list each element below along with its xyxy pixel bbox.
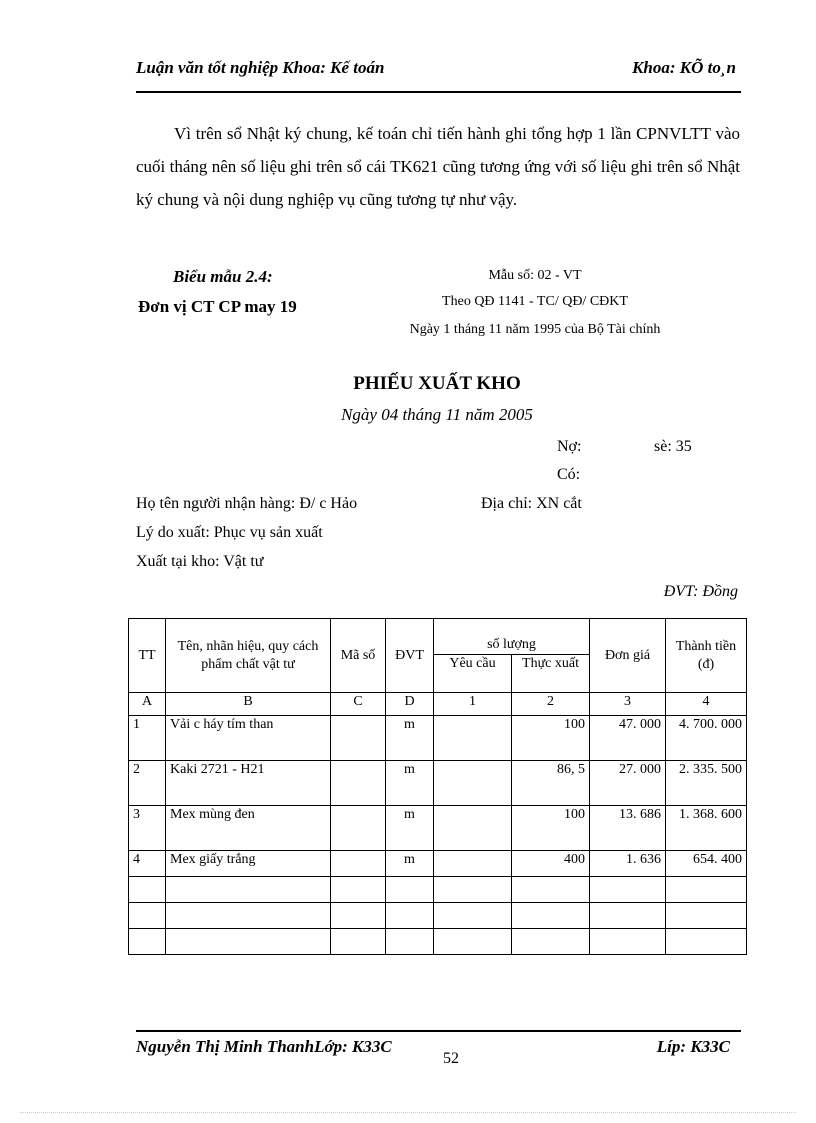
letter-cell: B (166, 693, 331, 716)
row-actual: 100 (512, 806, 590, 851)
row-requested (434, 716, 512, 761)
row-unit: m (386, 851, 434, 877)
row-amount: 4. 700. 000 (666, 716, 747, 761)
row-amount: 654. 400 (666, 851, 747, 877)
row-actual: 100 (512, 716, 590, 761)
issue-slip-table (128, 618, 747, 955)
row-code (331, 851, 386, 877)
form-decision-date: Ngày 1 tháng 11 năm 1995 của Bộ Tài chính (409, 322, 661, 337)
row-actual: 86, 5 (512, 761, 590, 806)
row-name: Kaki 2721 - H21 (166, 761, 331, 806)
table-row (129, 761, 747, 806)
receiver: Họ tên người nhận hàng: Đ/ c Hảo (136, 495, 358, 512)
letter-cell: 1 (434, 693, 512, 716)
row-tt: 3 (129, 806, 166, 851)
table-row (129, 851, 747, 877)
row-tt: 1 (129, 716, 166, 761)
row-price: 47. 000 (590, 716, 666, 761)
letter-cell: 3 (590, 693, 666, 716)
slip-number: sè: 35 (654, 438, 692, 455)
header-right: Khoa: KÕ to¸n (632, 58, 736, 77)
header-name: Tên, nhãn hiệu, quy cách phẩm chất vật tư (166, 619, 331, 693)
header-actual: Thực xuất (512, 655, 590, 693)
header-unit: ĐVT (386, 619, 434, 693)
row-unit: m (386, 761, 434, 806)
form-decision: Theo QĐ 1141 - TC/ QĐ/ CĐKT (442, 294, 628, 309)
debit-label: Nợ: (557, 438, 582, 455)
header-tt: TT (129, 619, 166, 693)
row-amount: 1. 368. 600 (666, 806, 747, 851)
form-unit: Đơn vị CT CP may 19 (138, 297, 297, 316)
table-row (129, 806, 747, 851)
form-number: Mẫu số: 02 - VT (488, 268, 582, 283)
row-code (331, 761, 386, 806)
row-actual: 400 (512, 851, 590, 877)
row-requested (434, 761, 512, 806)
row-price: 27. 000 (590, 761, 666, 806)
footer-right: Líp: K33C (656, 1037, 730, 1056)
header-price: Đơn giá (590, 619, 666, 693)
row-tt: 2 (129, 761, 166, 806)
row-price: 1. 636 (590, 851, 666, 877)
empty-row (129, 929, 747, 955)
warehouse: Xuất tại kho: Vật tư (136, 553, 264, 570)
row-unit: m (386, 716, 434, 761)
header-left: Luận văn tốt nghiệp Khoa: Kế toán (136, 58, 385, 77)
form-label: Biểu mẫu 2.4: (173, 267, 273, 286)
row-name: Vải c háy tím than (166, 716, 331, 761)
row-unit: m (386, 806, 434, 851)
header-quantity: số lượng (434, 619, 590, 655)
currency-unit: ĐVT: Đồng (663, 583, 738, 600)
body-paragraph: Vì trên sổ Nhật ký chung, kế toán chỉ tiến hành ghi tổng hợp 1 lần CPNVLTT vào cuối tháng nên số liệu ghi trên sổ cái TK621 cũng tương ứng với số liệu ghi trên sổ Nhật ký chung và nội dung nghiệp vụ cũng tương tự như vậy. (136, 124, 740, 209)
page-title: PHIẾU XUẤT KHO (353, 373, 521, 394)
credit-label: Có: (557, 466, 581, 483)
row-tt: 4 (129, 851, 166, 877)
empty-row (129, 903, 747, 929)
row-requested (434, 806, 512, 851)
row-code (331, 716, 386, 761)
letter-cell: A (129, 693, 166, 716)
header-code: Mã số (331, 619, 386, 693)
row-code (331, 806, 386, 851)
row-name: Mex giấy trắng (166, 851, 331, 877)
footer-left: Nguyễn Thị Minh ThanhLớp: K33C (136, 1037, 392, 1056)
header-requested: Yêu cầu (434, 655, 512, 693)
page-edge-divider (20, 1112, 796, 1113)
letter-cell: D (386, 693, 434, 716)
form-date: Ngày 04 tháng 11 năm 2005 (341, 405, 533, 424)
table-row (129, 716, 747, 761)
footer-rule (136, 1030, 741, 1032)
letter-row (129, 693, 747, 716)
row-price: 13. 686 (590, 806, 666, 851)
row-name: Mex mùng đen (166, 806, 331, 851)
empty-row (129, 877, 747, 903)
header-amount: Thành tiền (đ) (666, 619, 747, 693)
row-requested (434, 851, 512, 877)
letter-cell: 4 (666, 693, 747, 716)
letter-cell: C (331, 693, 386, 716)
header-rule (136, 91, 741, 93)
row-amount: 2. 335. 500 (666, 761, 747, 806)
page-number: 52 (443, 1050, 459, 1067)
letter-cell: 2 (512, 693, 590, 716)
reason: Lý do xuất: Phục vụ sản xuất (136, 524, 323, 541)
address: Địa chỉ: XN cắt (481, 495, 582, 512)
